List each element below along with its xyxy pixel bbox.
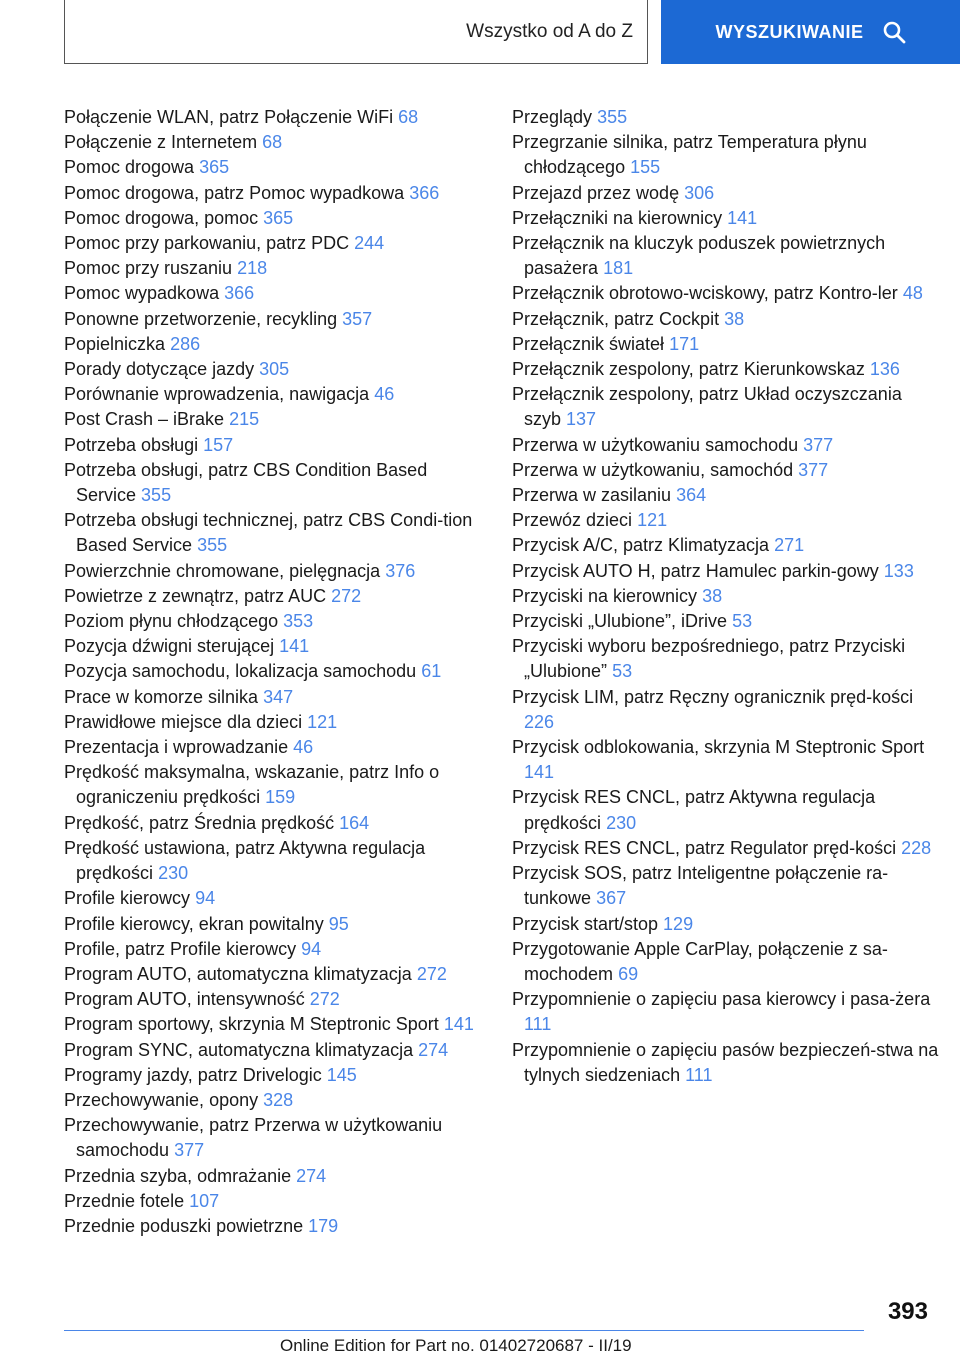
page-link[interactable]: 68	[398, 107, 419, 127]
index-entry	[512, 533, 942, 558]
index-entry	[64, 256, 484, 281]
index-term: Pomoc drogowa, patrz Pomoc wypadkowa	[64, 182, 405, 203]
page-link[interactable]: 129	[663, 913, 694, 934]
index-entry	[64, 609, 484, 634]
index-entry	[64, 962, 484, 987]
index-term: Przejazd przez wodę	[512, 182, 680, 203]
index-entry	[512, 206, 942, 231]
index-entry	[512, 559, 942, 584]
index-entry	[64, 1189, 484, 1214]
index-term: Pomoc wypadkowa	[64, 283, 220, 304]
page-link[interactable]: 226	[524, 711, 555, 732]
index-entry	[512, 307, 942, 332]
page-link[interactable]: 364	[676, 485, 707, 506]
index-term: Przegrzanie silnika, patrz Temperatura płynu chłodzącego	[512, 132, 867, 178]
index-entry	[512, 937, 942, 987]
index-term: Przeglądy	[512, 107, 593, 127]
index-term: Przypomnienie o zapięciu pasów bezpieczeń‐stwa na tylnych siedzeniach	[512, 1039, 939, 1085]
index-term: Przechowywanie, patrz Przerwa w użytkowaniu samochodu	[64, 1115, 443, 1161]
index-term: Przełącznik, patrz Cockpit	[512, 308, 720, 329]
index-term: Potrzeba obsługi technicznej, patrz CBS Condi‐tion Based Service	[64, 510, 473, 556]
index-term: Przycisk RES CNCL, patrz Regulator pręd‐kości	[512, 837, 897, 858]
index-term: Przycisk RES CNCL, patrz Aktywna regulacja prędkości	[512, 787, 876, 833]
index-column-right	[512, 105, 942, 1088]
page-link[interactable]: 377	[803, 434, 834, 455]
index-term: Przełącznik zespolony, patrz Układ oczyszczania szyb	[512, 384, 902, 430]
page-link[interactable]: 355	[597, 107, 628, 127]
index-entry	[64, 1063, 484, 1088]
page-link[interactable]: 136	[869, 359, 900, 380]
index-entry	[512, 735, 942, 785]
page-link[interactable]: 61	[421, 661, 442, 682]
index-term: Pomoc drogowa	[64, 157, 195, 178]
index-entry	[512, 508, 942, 533]
index-term: Przednie poduszki powietrzne	[64, 1215, 304, 1236]
index-term: Przerwa w zasilaniu	[512, 485, 672, 506]
page-link[interactable]: 95	[328, 913, 349, 934]
page-link[interactable]: 155	[630, 157, 661, 178]
page-link[interactable]: 274	[296, 1165, 327, 1186]
page-link[interactable]: 355	[141, 485, 172, 506]
index-term: Prezentacja i wprowadzanie	[64, 737, 289, 758]
index-entry	[64, 811, 484, 836]
page-link[interactable]: 366	[224, 283, 255, 304]
page-link[interactable]: 68	[262, 132, 283, 153]
page-link[interactable]: 347	[263, 686, 294, 707]
page-link[interactable]: 353	[283, 611, 314, 632]
index-term: Przyciski na kierownicy	[512, 585, 698, 606]
index-entry	[64, 1164, 484, 1189]
page-link[interactable]: 357	[342, 308, 373, 329]
index-entry	[64, 1113, 484, 1163]
index-term: Przechowywanie, opony	[64, 1089, 259, 1110]
index-term: Pozycja samochodu, lokalizacja samochodu	[64, 661, 417, 682]
index-term: Przerwa w użytkowaniu, samochód	[512, 459, 794, 480]
index-term: Powietrze z zewnątrz, patrz AUC	[64, 585, 327, 606]
index-entry	[512, 382, 942, 432]
index-term: Potrzeba obsługi, patrz CBS Condition Based Service	[64, 459, 428, 506]
page-link[interactable]: 365	[263, 207, 294, 228]
page-link[interactable]: 365	[199, 157, 230, 178]
index-entry	[512, 433, 942, 458]
page-link[interactable]: 181	[603, 258, 634, 279]
page-link[interactable]: 228	[901, 837, 932, 858]
index-entry	[512, 987, 942, 1037]
index-entry	[512, 785, 942, 835]
page-link[interactable]: 377	[798, 459, 829, 480]
page-link[interactable]: 164	[339, 812, 370, 833]
page-number: 393	[887, 1298, 928, 1325]
index-entry	[64, 1088, 484, 1113]
page-link[interactable]: 38	[724, 308, 745, 329]
index-entry	[64, 155, 484, 180]
index-term: Połączenie z Internetem	[64, 132, 258, 153]
index-term: Przełącznik świateł	[512, 333, 665, 354]
index-term: Program AUTO, automatyczna klimatyzacja	[64, 963, 412, 984]
index-entry	[64, 433, 484, 458]
index-term: Przednia szyba, odmrażanie	[64, 1165, 292, 1186]
index-entry	[64, 836, 484, 886]
index-term: Post Crash – iBrake	[64, 409, 225, 430]
search-button[interactable]	[661, 0, 960, 64]
index-entry	[64, 231, 484, 256]
index-term: Przycisk start/stop	[512, 913, 659, 934]
index-term: Program AUTO, intensywność	[64, 989, 305, 1010]
edition-info: Online Edition for Part no. 01402720687 - II/19	[280, 1336, 632, 1355]
index-entry	[64, 357, 484, 382]
index-column-left	[64, 105, 484, 1239]
index-term: Programy jazdy, patrz Drivelogic	[64, 1064, 322, 1085]
index-term: Przyciski wyboru bezpośredniego, patrz Przyciski „Ulubione”	[512, 636, 906, 682]
index-term: Popielniczka	[64, 333, 166, 354]
index-term: Porównanie wprowadzenia, nawigacja	[64, 384, 370, 405]
page-link[interactable]: 94	[301, 938, 322, 959]
index-term: Przycisk SOS, patrz Inteligentne połączenie ra‐tunkowe	[512, 863, 889, 909]
index-entry	[64, 912, 484, 937]
page-link[interactable]: 272	[331, 585, 362, 606]
index-entry	[512, 1038, 942, 1088]
index-entry	[64, 407, 484, 432]
index-term: Przycisk odblokowania, skrzynia M Steptronic Sport	[512, 737, 925, 758]
page-link[interactable]: 355	[197, 535, 228, 556]
index-term: Przerwa w użytkowaniu samochodu	[512, 434, 799, 455]
page-link[interactable]: 230	[158, 863, 189, 884]
index-term: Przełącznik zespolony, patrz Kierunkowskaz	[512, 359, 865, 380]
page-link[interactable]: 94	[195, 888, 216, 909]
section-title-tab[interactable]	[64, 0, 648, 64]
index-term: Prędkość maksymalna, wskazanie, patrz Info o ograniczeniu prędkości	[64, 762, 440, 808]
index-term: Przyciski „Ulubione”, iDrive	[512, 611, 728, 632]
index-term: Profile, patrz Profile kierowcy	[64, 938, 297, 959]
index-entry	[64, 382, 484, 407]
page-link[interactable]: 179	[308, 1215, 339, 1236]
index-entry	[64, 886, 484, 911]
page-link[interactable]: 141	[279, 636, 310, 657]
page-link[interactable]: 306	[684, 182, 715, 203]
index-term: Przypomnienie o zapięciu pasa kierowcy i pasa‐żera	[512, 989, 931, 1010]
page-link[interactable]: 367	[596, 888, 627, 909]
index-term: Prawidłowe miejsce dla dzieci	[64, 711, 303, 732]
index-entry	[512, 458, 942, 483]
page-link[interactable]: 69	[618, 963, 639, 984]
index-term: Przygotowanie Apple CarPlay, połączenie z sa‐mochodem	[512, 938, 888, 984]
page-link[interactable]: 137	[566, 409, 597, 430]
index-entry	[512, 130, 942, 180]
index-term: Pomoc drogowa, pomoc	[64, 207, 259, 228]
index-term: Prędkość, patrz Średnia prędkość	[64, 812, 335, 833]
index-term: Program sportowy, skrzynia M Steptronic Sport	[64, 1014, 439, 1035]
index-term: Pozycja dźwigni sterującej	[64, 636, 275, 657]
index-entry	[64, 937, 484, 962]
index-entry	[512, 231, 942, 281]
page-link[interactable]: 171	[669, 333, 700, 354]
index-entry	[512, 912, 942, 937]
index-entry	[512, 181, 942, 206]
search-icon	[882, 20, 906, 44]
index-entry	[64, 206, 484, 231]
index-term: Powierzchnie chromowane, pielęgnacja	[64, 560, 381, 581]
index-entry	[64, 307, 484, 332]
index-term: Program SYNC, automatyczna klimatyzacja	[64, 1039, 414, 1060]
page-link[interactable]: 141	[443, 1014, 474, 1035]
index-term: Przełącznik obrotowo-wciskowy, patrz Kontro‐ler	[512, 283, 898, 304]
index-entry	[512, 685, 942, 735]
index-entry	[64, 735, 484, 760]
index-entry	[64, 105, 484, 130]
index-term: Profile kierowcy	[64, 888, 191, 909]
footer-divider	[64, 1330, 864, 1331]
index-entry	[512, 105, 942, 130]
index-entry	[64, 1012, 484, 1037]
index-term: Przycisk AUTO H, patrz Hamulec parkin‐gowy	[512, 560, 879, 581]
page-link[interactable]: 53	[612, 661, 633, 682]
page-link[interactable]: 141	[524, 762, 555, 783]
index-entry	[512, 836, 942, 861]
index-entry	[64, 760, 484, 810]
index-term: Pomoc przy ruszaniu	[64, 258, 233, 279]
page-link[interactable]: 305	[259, 359, 290, 380]
page-link[interactable]: 377	[174, 1140, 205, 1161]
index-entry	[64, 1214, 484, 1239]
index-term: Przycisk A/C, patrz Klimatyzacja	[512, 535, 770, 556]
page-link[interactable]: 121	[637, 510, 668, 531]
index-entry	[64, 332, 484, 357]
page-link[interactable]: 111	[524, 1014, 552, 1035]
index-term: Prace w komorze silnika	[64, 686, 259, 707]
page-link[interactable]: 274	[418, 1039, 449, 1060]
index-term: Porady dotyczące jazdy	[64, 359, 255, 380]
page-link[interactable]: 48	[902, 283, 923, 304]
index-term: Przycisk LIM, patrz Ręczny ogranicznik pręd‐kości	[512, 686, 914, 707]
index-entry	[512, 609, 942, 634]
page-link[interactable]: 121	[307, 711, 338, 732]
index-entry	[64, 710, 484, 735]
index-term: Ponowne przetworzenie, recykling	[64, 308, 338, 329]
index-entry	[512, 281, 942, 306]
index-term: Profile kierowcy, ekran powitalny	[64, 913, 324, 934]
index-entry	[512, 483, 942, 508]
index-term: Prędkość ustawiona, patrz Aktywna regulacja prędkości	[64, 837, 426, 884]
index-entry	[64, 508, 484, 558]
page-link[interactable]: 218	[237, 258, 268, 279]
index-entry	[512, 634, 942, 684]
index-term: Przełącznik na kluczyk poduszek powietrznych pasażera	[512, 233, 886, 279]
index-term: Przednie fotele	[64, 1190, 185, 1211]
search-label: WYSZUKIWANIE	[715, 21, 864, 42]
page-link[interactable]: 272	[309, 989, 340, 1010]
index-term: Połączenie WLAN, patrz Połączenie WiFi	[64, 107, 394, 127]
index-entry	[64, 987, 484, 1012]
index-entry	[512, 584, 942, 609]
page-link[interactable]: 157	[203, 434, 234, 455]
page-link[interactable]: 215	[229, 409, 260, 430]
index-entry	[512, 357, 942, 382]
page-link[interactable]: 141	[727, 207, 758, 228]
page-link[interactable]: 46	[293, 737, 314, 758]
index-entry	[64, 685, 484, 710]
index-entry	[64, 584, 484, 609]
index-entry	[64, 659, 484, 684]
index-entry	[64, 281, 484, 306]
page-link[interactable]: 133	[883, 560, 914, 581]
index-entry	[64, 634, 484, 659]
page-link[interactable]: 328	[263, 1089, 294, 1110]
page-link[interactable]: 159	[265, 787, 296, 808]
page-link[interactable]: 111	[685, 1064, 713, 1085]
index-entry	[64, 458, 484, 508]
page-link[interactable]: 366	[409, 182, 440, 203]
page-link[interactable]: 107	[189, 1190, 220, 1211]
page-link[interactable]: 272	[416, 963, 447, 984]
index-entry	[64, 130, 484, 155]
index-entry	[512, 861, 942, 911]
index-term: Przewóz dzieci	[512, 510, 633, 531]
page-link[interactable]: 46	[374, 384, 395, 405]
page-link[interactable]: 244	[354, 233, 385, 254]
index-entry	[64, 181, 484, 206]
index-entry	[512, 332, 942, 357]
page-link[interactable]: 286	[170, 333, 201, 354]
page-link[interactable]: 38	[702, 585, 723, 606]
page-link[interactable]: 230	[606, 812, 637, 833]
page-link[interactable]: 53	[732, 611, 753, 632]
page-link[interactable]: 145	[326, 1064, 357, 1085]
index-term: Poziom płynu chłodzącego	[64, 611, 279, 632]
index-term: Pomoc przy parkowaniu, patrz PDC	[64, 233, 350, 254]
section-title: Wszystko od A do Z	[466, 20, 633, 42]
index-entry	[64, 559, 484, 584]
page-link[interactable]: 376	[385, 560, 416, 581]
index-term: Potrzeba obsługi	[64, 434, 199, 455]
index-term: Przełączniki na kierownicy	[512, 207, 723, 228]
index-entry	[64, 1038, 484, 1063]
page-link[interactable]: 271	[774, 535, 805, 556]
